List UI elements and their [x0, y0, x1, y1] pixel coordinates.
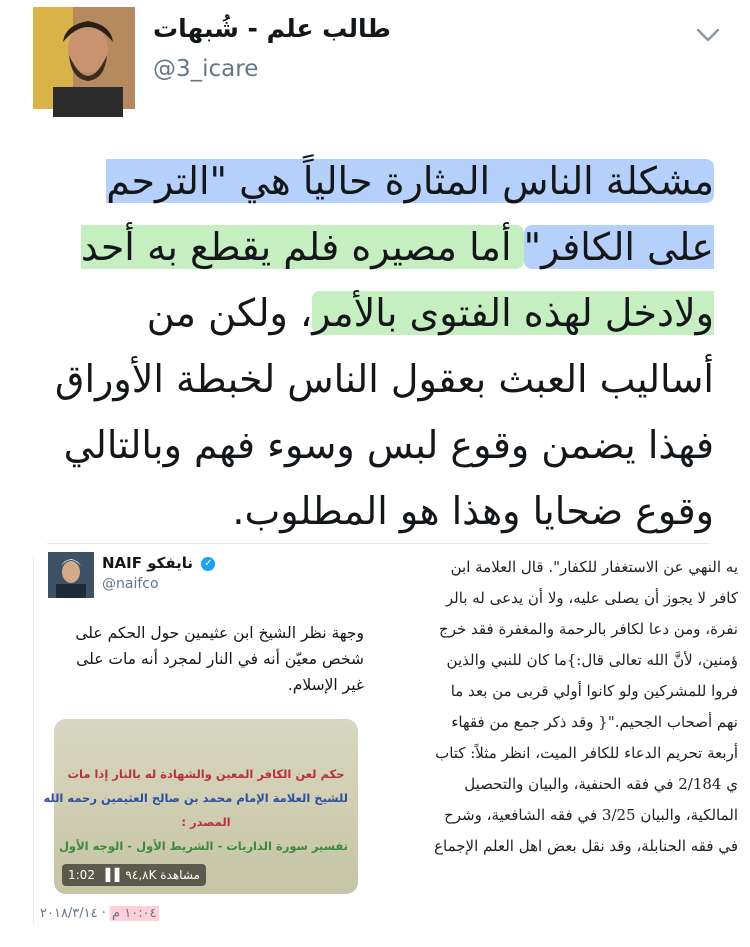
views-icon: ▐▐	[100, 868, 120, 882]
scanned-document	[372, 544, 738, 939]
tweet-body	[38, 148, 714, 544]
video-duration: 1:02	[68, 868, 95, 882]
chevron-down-icon[interactable]	[695, 26, 721, 44]
embedded-author-name	[102, 554, 215, 572]
embedded-avatar	[48, 552, 94, 598]
tweet-header	[0, 0, 750, 120]
embedded-author-handle: @naifco	[102, 576, 159, 592]
document-line: في فقه الحنابلة، وقد نقل بعض اهل العلم الإجماع	[434, 837, 738, 855]
tweet-media-image[interactable]	[33, 543, 738, 938]
document-line: أربعة تحريم الدعاء للكافر الميت، انظر مثلاً: كتاب	[435, 744, 738, 762]
embedded-tweet-card	[34, 544, 373, 939]
video-views: ٩٤,٨K مشاهدة	[125, 868, 200, 882]
document-line: المالكية، والبيان 3/25 في فقه الشافعية، وشرح	[444, 806, 738, 824]
highlight-blue: مشكلة الناس المثارة حالياً هي "الترحم على الكافر"	[106, 159, 714, 269]
author-name[interactable]: طالب علم - شُبهات	[153, 14, 391, 43]
tweet-body-rest: ، ولكن من أساليب العبث بعقول الناس لخبطة الأوراق فهذا يضمن وقوع لبس وسوء فهم وبالتالي وقوع ضحايا وهذا هو المطلوب.	[54, 291, 714, 533]
document-line: فروا للمشركين ولو كانوا أولي قربى من بعد ما	[450, 682, 738, 700]
embedded-time: ١٠:٠٤ م	[112, 906, 157, 921]
document-line: ي 2/184 في فقه الحنفية، والبيان والتحصيل	[464, 775, 738, 793]
document-line: ؤمنين، لأنَّ الله تعالى قال:}ما كان للنبي والذين	[446, 651, 738, 669]
video-title-line-2: للشيخ العلامة الإمام محمد بن صالح العثيمين رحمه الله	[43, 791, 348, 805]
embedded-tweet-text: وجهة نظر الشيخ ابن عثيمين حول الحكم على شخص معيّن أنه في النار لمجرد أنه مات على غير الإسلام.	[75, 624, 364, 694]
highlight-green: أما مصيره فلم يقطع به أحد ولادخل لهذه الفتوى بالأمر	[80, 225, 714, 335]
document-line: كافر لا يجوز أن يصلى عليه، ولا أن يدعى له بالر	[445, 589, 738, 607]
embedded-name-text: نايفكو NAIF	[102, 554, 194, 572]
document-line: نهم أصحاب الجحيم."{ وقد ذكر جمع من فقهاء	[451, 713, 738, 731]
embedded-timestamp: ١٠:٠٤ م · ٢٠١٨/٣/١٤	[40, 906, 157, 921]
avatar-photo-icon	[33, 7, 135, 109]
document-text	[358, 552, 738, 862]
video-title-line-1: حكم لعن الكافر المعين والشهادة له بالنار إذا مات	[67, 767, 345, 781]
embedded-video-thumbnail	[43, 719, 358, 894]
author-handle[interactable]: @3_icare	[153, 56, 259, 82]
video-title-line-4: تفسير سورة الذاريات - الشريط الأول - الوجه الأول	[58, 839, 348, 853]
avatar-photo-icon	[48, 552, 94, 598]
verified-badge-icon: ✓	[201, 557, 215, 571]
video-info-bar	[62, 864, 206, 886]
author-avatar[interactable]	[33, 7, 135, 109]
document-line: يه النهي عن الاستغفار للكفار". قال العلامة ابن	[450, 558, 738, 576]
video-title-line-3: المصدر :	[181, 815, 231, 829]
embedded-date: ٢٠١٨/٣/١٤	[40, 906, 98, 921]
document-line: نفرة، ومن دعا لكافر بالرحمة والمغفرة فقد خرج	[439, 620, 738, 638]
